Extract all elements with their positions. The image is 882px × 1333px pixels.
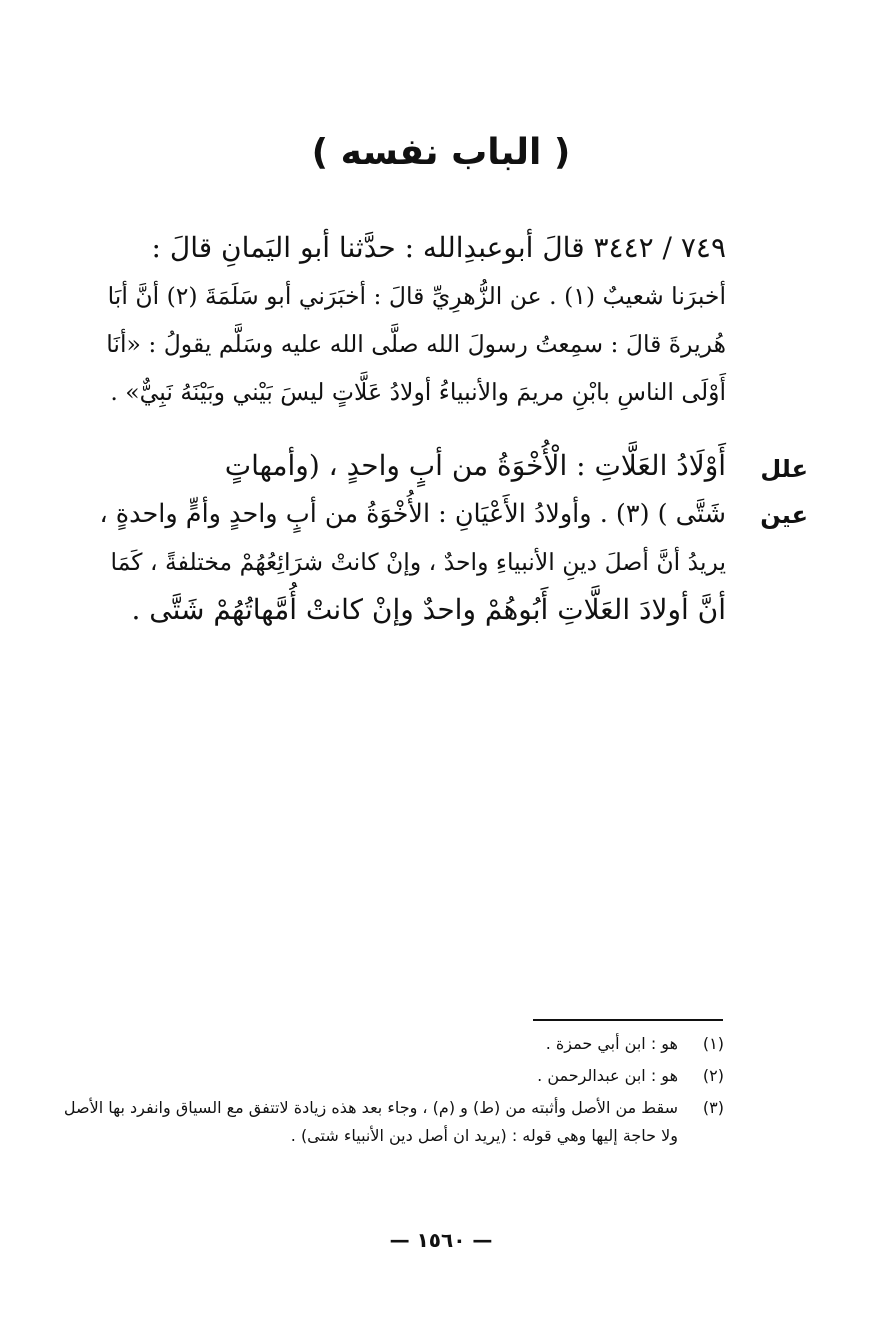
footnote-number: (٣) <box>702 1098 724 1117</box>
footnote-item <box>60 1030 724 1058</box>
commentary-text <box>98 442 726 634</box>
footnote-item <box>60 1062 724 1090</box>
margin-notes <box>748 446 808 538</box>
commentary-line: أنَّ أولادَ العَلَّاتِ أَبُوهُمْ واحدٌ وإنْ كانتْ أُمَّهاتُهُمْ شَتَّى . <box>131 593 726 626</box>
commentary-line: شَتَّى ) (٣) . وأولادُ الأَعْيَانِ : الأُخْوَةُ من أبٍ واحدٍ وأمٍّ واحدةٍ ، <box>99 499 726 529</box>
hadith-text <box>98 224 726 416</box>
page-number: — ١٥٦٠ — <box>389 1228 493 1252</box>
footnote-number: (١) <box>702 1034 724 1053</box>
commentary-line: أَوْلَادُ العَلَّاتِ : الْأُخْوَةُ من أبٍ واحدٍ ، (وأمهاتٍ <box>224 449 726 482</box>
chapter-title: ( الباب نفسه ) <box>311 132 571 173</box>
margin-word-ayn: عين <box>760 501 808 529</box>
hadith-line: ٧٤٩ / ٣٤٤٢ قالَ أبوعبدِالله : حدَّثنا أبو اليَمانِ قالَ : <box>151 231 726 264</box>
hadith-line: هُريرةَ قالَ : سمِعتُ رسولَ الله صلَّى الله عليه وسَلَّم يقولُ : «أنَا <box>106 330 726 358</box>
footnote-number: (٢) <box>702 1066 724 1085</box>
footnote-divider <box>533 1019 723 1021</box>
footnote-item <box>60 1094 724 1150</box>
footnote-text: هو : ابن أبي حمزة . <box>545 1034 678 1053</box>
margin-word-ilal: علل <box>760 455 808 483</box>
footnote-text: سقط من الأصل وأثبته من (ط) و (م) ، وجاء بعد هذه زيادة لاتتفق مع السياق وانفرد بها الأصل ولا حاجة إليها وهي قوله : (يريد ان أصل دين الأنبياء شتى) . <box>63 1098 678 1145</box>
footnotes <box>60 1030 724 1154</box>
footnote-text: هو : ابن عبدالرحمن . <box>537 1066 678 1085</box>
hadith-line: أَوْلَى الناسِ بابْنِ مريمَ والأنبياءُ أولادُ عَلَّاتٍ ليسَ بَيْني وبَيْنَهُ نَبِيٌّ» . <box>110 378 726 406</box>
commentary-line: يريدُ أنَّ أصلَ دينِ الأنبياءِ واحدٌ ، وإنْ كانتْ شرَائِعُهُمْ مختلفةً ، كَمَا <box>110 548 726 576</box>
hadith-line: أخبرَنا شعيبٌ (١) . عن الزُّهرِيِّ قالَ : أخبَرَني أبو سَلَمَةَ (٢) أنَّ أبَا <box>107 282 726 310</box>
